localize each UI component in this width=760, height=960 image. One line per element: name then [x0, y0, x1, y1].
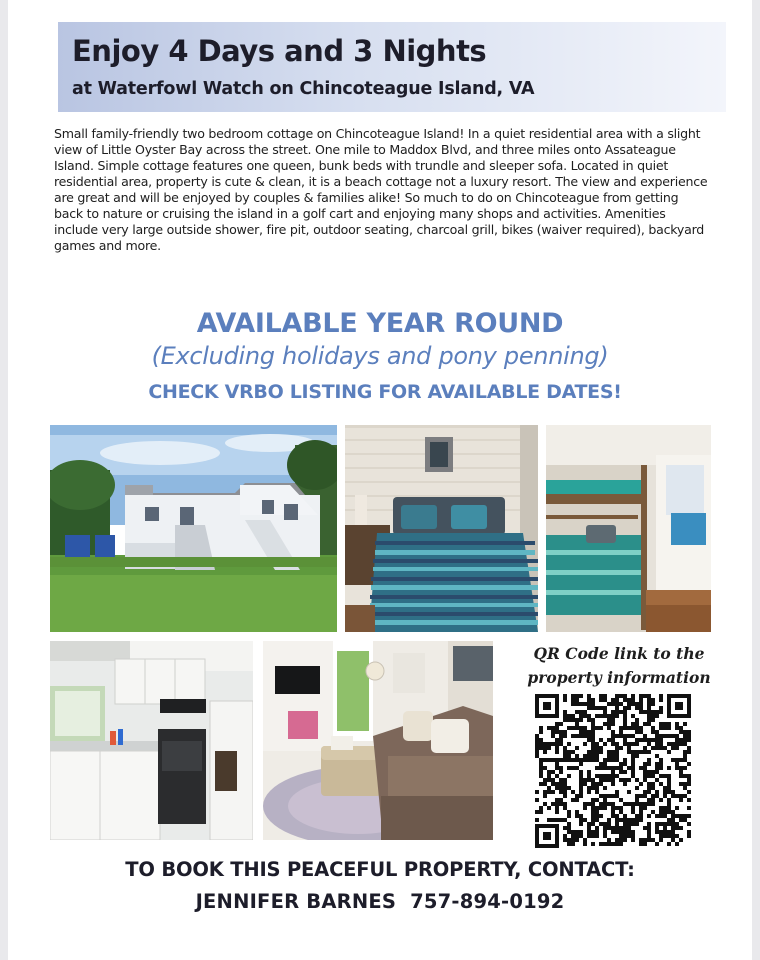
- contact-info[interactable]: JENNIFER BARNES 757-894-0192: [195, 890, 565, 913]
- qr-caption-line1: QR Code link to the: [533, 644, 705, 663]
- vrbo-cta: CHECK VRBO LISTING FOR AVAILABLE DATES!: [148, 381, 622, 403]
- page-title: Enjoy 4 Days and 3 Nights: [72, 34, 487, 68]
- kitchen-photo: [50, 641, 253, 840]
- qr-code[interactable]: [535, 694, 691, 848]
- cottage-exterior-photo: [50, 425, 337, 632]
- bunk-bedroom-photo: [546, 425, 711, 632]
- queen-bedroom-photo: [345, 425, 538, 632]
- qr-caption-line2: property information: [527, 668, 711, 687]
- living-room-photo: [263, 641, 493, 840]
- availability-exclusion: (Excluding holidays and pony penning): [151, 342, 609, 370]
- property-description: Small family-friendly two bedroom cottage on Chincoteague Island! In a quiet residential area with a slight view of Little Oyster Bay across the street. One mile to Maddox Blvd, and three miles onto Assateague Island. Simple cottage features one queen, bunk beds with trundle and sleeper sofa. Located in quiet residential area, property is cute & clean, it is a beach cottage not a luxury resort. The view and experience are great and will be enjoyed by couples & families alike! So much to do on Chincoteague from getting back to nature or cruising the island in a golf cart and enjoying many shops and activities. Amenities include very large outside shower, fire pit, outdoor seating, charcoal grill, bikes (waiver required), backyard games and more.: [54, 126, 708, 253]
- booking-heading: TO BOOK THIS PEACEFUL PROPERTY, CONTACT:: [125, 858, 635, 881]
- qr-caption: [512, 642, 726, 690]
- availability-headline: AVAILABLE YEAR ROUND: [196, 308, 564, 339]
- page-subtitle: at Waterfowl Watch on Chincoteague Island, VA: [72, 79, 535, 99]
